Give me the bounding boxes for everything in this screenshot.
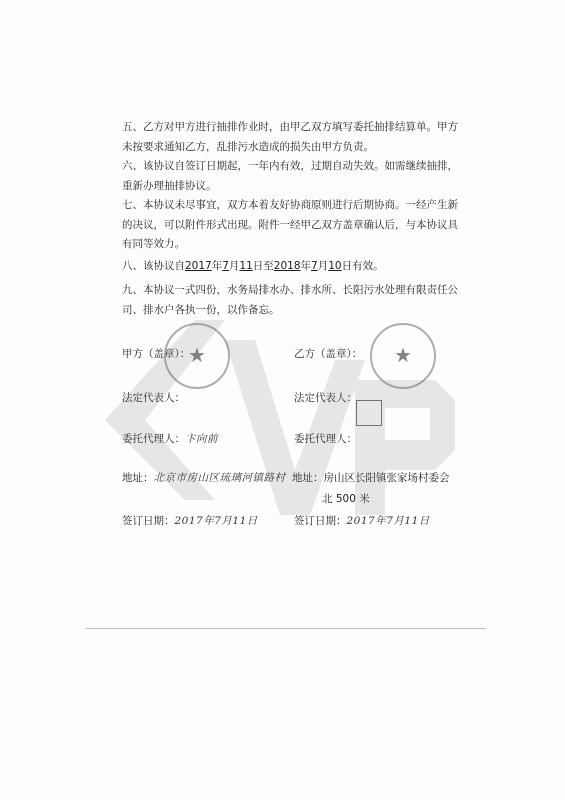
year-char: 年	[300, 260, 312, 272]
seal-star-icon: ★	[394, 343, 412, 367]
clause-seven-line: 七、本协议未尽事宜，双方本着友好协商原则进行后期协商。一经产生新	[122, 199, 458, 211]
party-b-address-row	[292, 470, 450, 485]
end-day: 10	[328, 260, 342, 272]
clause-seven	[122, 196, 458, 255]
party-b-signature-box	[356, 400, 382, 426]
party-a-date-row	[122, 513, 258, 528]
clause-five-line: 未按要求通知乙方，乱排污水造成的损失由甲方负责。	[122, 140, 374, 153]
party-b-address-label: 地址：	[292, 472, 324, 484]
party-a-agent-row	[122, 431, 218, 446]
clause-eight	[122, 257, 458, 277]
clause-eight-prefix: 八、该协议自	[122, 260, 185, 272]
party-b-date-label: 签订日期：	[294, 515, 347, 527]
party-b-agent-label: 委托代理人：	[294, 433, 357, 445]
month-char: 月	[317, 260, 329, 272]
party-a-agent-signature: 卞向前	[185, 433, 218, 445]
clause-nine-line: 司、排水户各执一份，以作备忘。	[122, 303, 280, 316]
party-b-address-line2: 北 500 米	[322, 493, 370, 505]
end-year: 2018	[273, 260, 301, 272]
clause-nine-line: 九、本协议一式四份，水务局排水办、排水所、长阳污水处理有限责任公	[122, 284, 458, 296]
clause-eight-line	[122, 257, 458, 277]
clause-nine	[122, 281, 458, 320]
clause-six-line: 六、该协议自签订日期起，一年内有效，过期自动失效。如需继续抽排，	[122, 160, 458, 172]
party-a-date-label: 签订日期：	[122, 515, 175, 527]
party-b-address-line1: 房山区长阳镇张家场村委会	[323, 472, 450, 484]
watermark-logo-icon	[105, 300, 525, 530]
party-a-address-handwritten: 北京市房山区琉璃河镇路村	[153, 472, 286, 484]
party-a-date-handwritten: 2017年7月11日	[174, 515, 258, 527]
party-b-date-row	[294, 513, 430, 528]
start-month: 7	[222, 260, 229, 272]
party-a-agent-label: 委托代理人：	[122, 433, 185, 445]
page-bottom-edge	[86, 628, 486, 629]
start-year: 2017	[185, 260, 212, 272]
party-a-address-row	[122, 470, 286, 485]
party-b-date-handwritten: 2017年7月11日	[346, 515, 430, 527]
party-b-legal-rep-label: 法定代表人：	[294, 392, 357, 404]
party-b-label: 乙方（盖章）：	[294, 348, 363, 360]
party-a-address-label: 地址：	[122, 472, 154, 484]
clause-six-line: 重新办理抽排协议。	[122, 179, 217, 192]
clause-seven-line: 的决议，可以附件形式出现。附件一经甲乙双方盖章确认后，与本协议具	[122, 218, 458, 231]
clause-five	[122, 118, 458, 157]
year-char: 年	[211, 260, 223, 272]
clause-five-line: 五、乙方对甲方进行抽排作业时，由甲乙双方填写委托抽排结算单。甲方	[122, 121, 458, 133]
clause-eight-suffix: 日有效。	[341, 260, 384, 272]
month-char: 月	[228, 260, 240, 272]
start-day: 11	[239, 260, 253, 272]
party-b-seal	[370, 323, 436, 389]
party-a-label: 甲方（盖章）：	[122, 348, 191, 360]
end-month: 7	[311, 260, 318, 272]
party-a-legal-rep-label: 法定代表人：	[122, 392, 185, 404]
seal-star-icon: ★	[188, 343, 206, 367]
clause-six	[122, 157, 458, 196]
clause-seven-line: 有同等效力。	[122, 238, 185, 250]
to-text: 日至	[252, 260, 274, 272]
